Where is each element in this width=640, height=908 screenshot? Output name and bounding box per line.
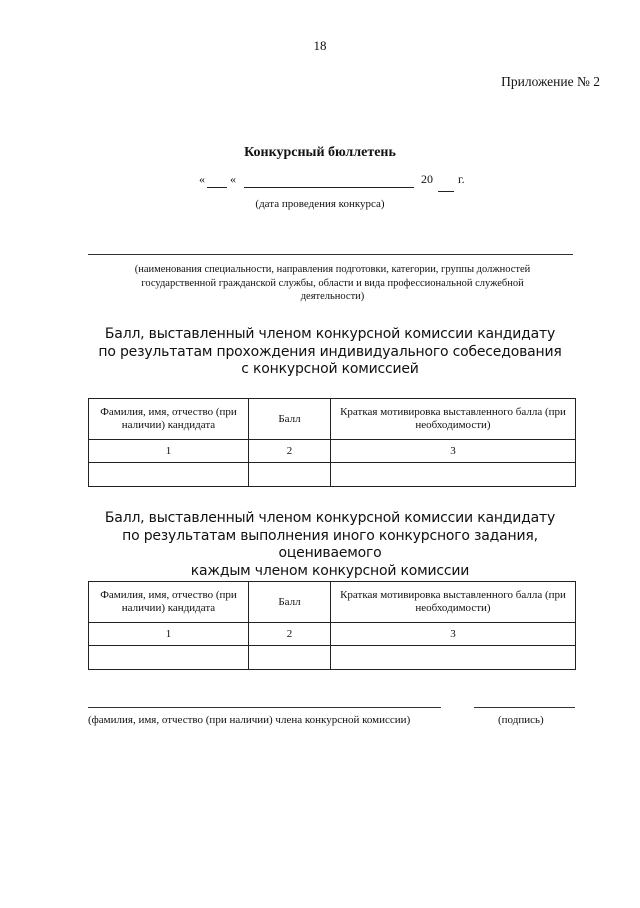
column-header-score: Балл	[249, 399, 331, 440]
column-number: 2	[249, 623, 331, 646]
section2-heading-line: по результатам выполнения иного конкурсного задания, оцениваемого	[122, 527, 538, 561]
page-number: 18	[313, 38, 327, 53]
section1-heading-line: по результатам прохождения индивидуального собеседования	[98, 343, 562, 360]
section1-heading-line: Балл, выставленный членом конкурсной комиссии кандидату	[104, 326, 556, 342]
specialty-line	[88, 254, 573, 255]
specialty-caption-line: государственной гражданской службы, области и вида профессиональной служебной	[141, 277, 524, 289]
member-name-line[interactable]	[88, 707, 441, 708]
column-number: 1	[89, 440, 249, 463]
candidate-cell[interactable]	[89, 463, 249, 487]
section1-table	[88, 398, 576, 487]
section2-table	[88, 581, 576, 670]
section1-heading	[70, 326, 590, 379]
specialty-caption-line: (наименования специальности, направления подготовки, категории, группы должностей	[134, 264, 531, 275]
candidate-cell[interactable]	[89, 646, 249, 670]
specialty-caption-line: деятельности)	[300, 291, 365, 302]
signature-caption: (подпись)	[498, 714, 544, 726]
date-open-quote: «	[199, 172, 205, 186]
motivation-cell[interactable]	[331, 463, 576, 487]
signature-line[interactable]	[474, 707, 575, 708]
member-name-caption: (фамилия, имя, отчество (при наличии) члена конкурсной комиссии)	[88, 714, 411, 726]
column-header-motivation: Краткая мотивировка выставленного балла (при необходимости)	[331, 399, 576, 440]
date-month-line	[244, 187, 414, 188]
section2-heading-line: Балл, выставленный членом конкурсной комиссии кандидату	[104, 510, 556, 526]
date-caption: (дата проведения конкурса)	[255, 198, 385, 210]
section2-heading-line: каждым членом конкурсной комиссии	[190, 562, 470, 579]
date-year-line	[438, 191, 454, 192]
document-title: Конкурсный бюллетень	[244, 145, 396, 160]
score-cell[interactable]	[249, 463, 331, 487]
date-close-quote: «	[230, 172, 236, 186]
specialty-caption	[100, 263, 565, 304]
column-header-candidate: Фамилия, имя, отчество (при наличии) кандидата	[89, 582, 249, 623]
date-year-suffix: г.	[458, 172, 465, 186]
column-number: 2	[249, 440, 331, 463]
date-year-prefix: 20	[421, 172, 433, 186]
column-number: 3	[331, 440, 576, 463]
date-day-line	[207, 187, 227, 188]
column-header-candidate: Фамилия, имя, отчество (при наличии) кандидата	[89, 399, 249, 440]
section1-heading-line: с конкурсной комиссией	[241, 361, 419, 377]
section2-heading	[70, 510, 590, 580]
score-cell[interactable]	[249, 646, 331, 670]
column-header-motivation: Краткая мотивировка выставленного балла (при необходимости)	[331, 582, 576, 623]
column-number: 1	[89, 623, 249, 646]
appendix-label: Приложение № 2	[501, 74, 600, 89]
column-number: 3	[331, 623, 576, 646]
column-header-score: Балл	[249, 582, 331, 623]
motivation-cell[interactable]	[331, 646, 576, 670]
